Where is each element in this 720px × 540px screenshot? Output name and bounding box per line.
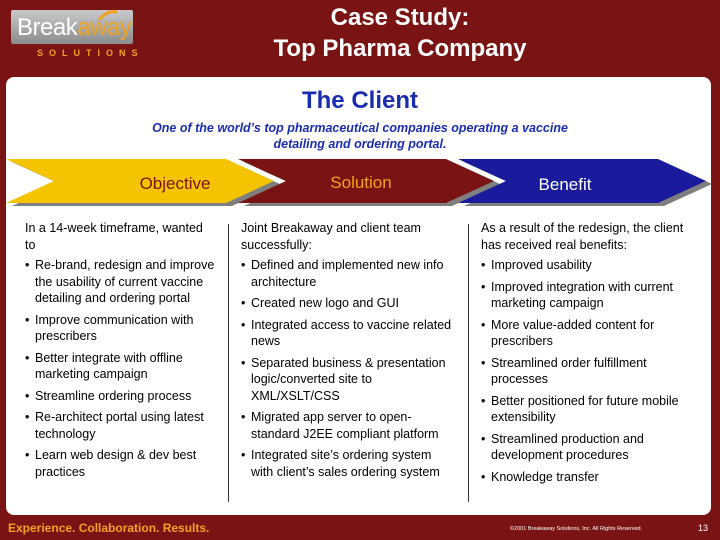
list-item: • Integrated site’s ordering system with client’s sales ordering system <box>241 447 456 480</box>
list-item: • Streamlined production and development procedures <box>481 431 696 464</box>
column-divider <box>468 224 469 502</box>
logo-subtitle: SOLUTIONS <box>37 48 144 58</box>
list-item: • Separated business & presentation logic/converted site to XML/XSLT/CSS <box>241 355 456 405</box>
list-item: • Streamline ordering process <box>25 388 215 405</box>
list-item: • Streamlined order fulfillment processes <box>481 355 696 388</box>
slide-title-line1: Case Study: <box>330 4 470 31</box>
breakaway-logo <box>11 10 144 62</box>
objective-column <box>25 220 215 485</box>
list-item: • Migrated app server to open-standard J2EE compliant platform <box>241 409 456 442</box>
slide-header <box>0 0 720 76</box>
column-divider <box>228 224 229 502</box>
objective-list <box>25 257 215 480</box>
slide-title-line2: Top Pharma Company <box>273 35 527 62</box>
footer-copyright: ©2001 Breakaway Solutions, Inc. All Rights Reserved. <box>510 526 643 532</box>
solution-list <box>241 257 456 480</box>
logo-word-main: Break <box>17 14 78 41</box>
logo-word-accent: away <box>77 14 132 41</box>
benefit-list <box>481 257 696 485</box>
list-item: • Re-architect portal using latest technology <box>25 409 215 442</box>
client-description: One of the world’s top pharmaceutical companies operating a vaccine detailing and ordering portal. <box>152 121 568 151</box>
objective-intro: In a 14-week timeframe, wanted to <box>25 221 203 252</box>
solution-intro: Joint Breakaway and client team successfully: <box>241 221 421 252</box>
list-item: • Created new logo and GUI <box>241 295 456 312</box>
list-item: • Integrated access to vaccine related news <box>241 317 456 350</box>
list-item: • More value-added content for prescribers <box>481 317 696 350</box>
solution-column <box>241 220 456 485</box>
list-item: • Knowledge transfer <box>481 469 696 486</box>
phase-label-solution: Solution <box>330 173 392 192</box>
footer-tagline: Experience. Collaboration. Results. <box>8 521 210 535</box>
list-item: • Improved integration with current marketing campaign <box>481 279 696 312</box>
list-item: • Better integrate with offline marketing campaign <box>25 350 215 383</box>
client-heading: The Client <box>301 87 418 114</box>
logo-swoosh-icon <box>97 10 119 22</box>
list-item: • Re-brand, redesign and improve the usability of current vaccine detailing and ordering portal <box>25 257 215 307</box>
benefit-column <box>481 220 696 490</box>
list-item: • Better positioned for future mobile extensibility <box>481 393 696 426</box>
phase-label-objective: Objective <box>139 174 211 193</box>
list-item: • Defined and implemented new info architecture <box>241 257 456 290</box>
list-item: • Improved usability <box>481 257 696 274</box>
benefit-intro: As a result of the redesign, the client has received real benefits: <box>481 221 684 252</box>
page-number: 13 <box>698 523 709 533</box>
slide-title <box>200 2 600 64</box>
list-item: • Learn web design & dev best practices <box>25 447 215 480</box>
list-item: • Improve communication with prescribers <box>25 312 215 345</box>
phase-label-benefit: Benefit <box>538 175 592 194</box>
